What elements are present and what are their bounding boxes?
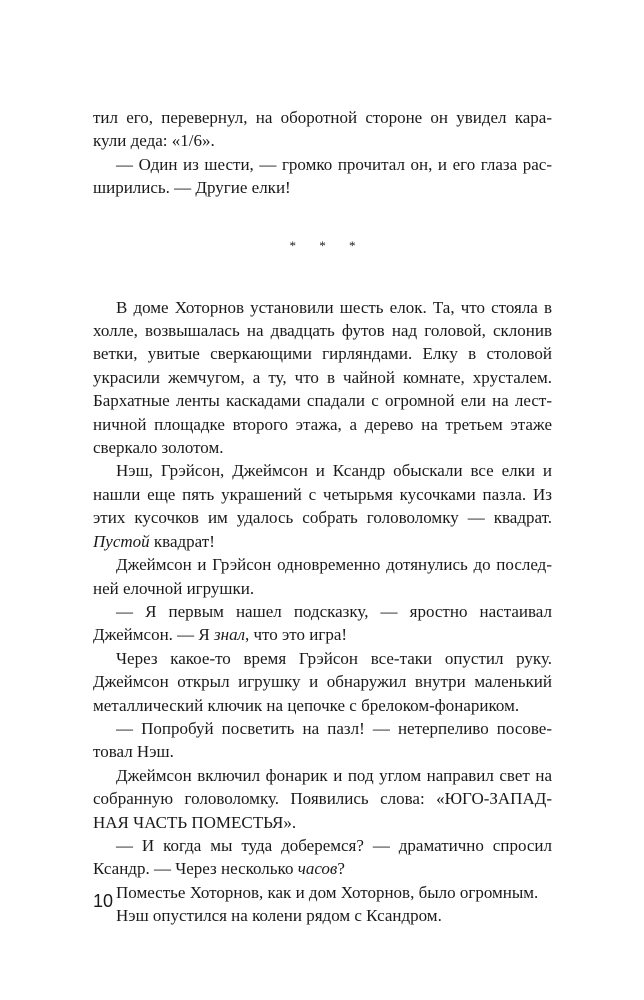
italic-text: часов (297, 859, 338, 879)
text-run: тил его, перевернул, на оборотной стороне он увидел кара-кули деда: «1/6». (93, 108, 552, 151)
text-run: Джеймсон и Грэйсон одновременно дотянулись до послед-ней елочной игрушки. (93, 555, 552, 598)
italic-text: знал (214, 625, 245, 645)
text-run: — Один из шести, — громко прочитал он, и его глаза рас-ширились. — Другие елки! (93, 154, 552, 198)
paragraph (93, 600, 552, 647)
paragraph (93, 881, 552, 904)
text-run: — Я первым нашел подсказку, — яростно настаивал Джеймсон. — Я (93, 601, 552, 645)
text-before-separator (93, 106, 552, 200)
paragraph (93, 717, 552, 764)
text-run: — Попробуй посветить на пазл! — нетерпеливо посове-товал Нэш. (93, 718, 552, 762)
paragraph (93, 764, 552, 834)
page-text (93, 106, 552, 928)
text-run: Нэш опустился на колени рядом с Ксандром. (116, 906, 442, 926)
paragraph (93, 459, 552, 553)
paragraph (93, 553, 552, 600)
paragraph (93, 834, 552, 881)
paragraph (93, 153, 552, 200)
text-run: ? (337, 859, 345, 879)
text-run: Через какое-то время Грэйсон все-таки опустил руку. Джеймсон открыл игрушку и обнаружил внутри маленький металлический ключик на цепочке с брелоком-фонариком. (93, 648, 552, 715)
text-run: Джеймсон включил фонарик и под углом направил свет на собранную головоломку. Появились слова: «ЮГО-ЗАПАД-НАЯ ЧАСТЬ ПОМЕСТЬЯ». (93, 765, 552, 832)
paragraph (93, 647, 552, 717)
text-run: квадрат! (149, 531, 215, 551)
text-after-separator (93, 296, 552, 928)
paragraph (93, 296, 552, 460)
paragraph (93, 106, 552, 153)
paragraph (93, 904, 552, 927)
text-run: — И когда мы туда доберемся? — драматично спросил Ксандр. — Через несколько (93, 835, 552, 879)
section-separator: * * * (289, 237, 366, 253)
text-run: В доме Хоторнов установили шесть елок. Та, что стояла в холле, возвышалась на двадцать футов над головой, склонив ветки, увитые сверкающими гирляндами. Елку в столовой украсили жемчугом, а ту, что в чайной комнате, хрусталем. Бархатные ленты каскадами спадали с огромной ели на лест-ничной площадке второго этажа, а дерево на третьем этаже сверкало золотом. (93, 297, 552, 458)
text-run: Нэш, Грэйсон, Джеймсон и Ксандр обыскали все елки и нашли еще пять украшений с четырьмя кусочками пазла. Из этих кусочков им удалось собрать головоломку — квадрат. (93, 461, 552, 528)
italic-text: Пустой (93, 531, 150, 551)
text-run: , что это игра! (245, 625, 348, 645)
text-run: Поместье Хоторнов, как и дом Хоторнов, было огромным. (116, 882, 539, 902)
page-number: 10 (93, 891, 114, 911)
